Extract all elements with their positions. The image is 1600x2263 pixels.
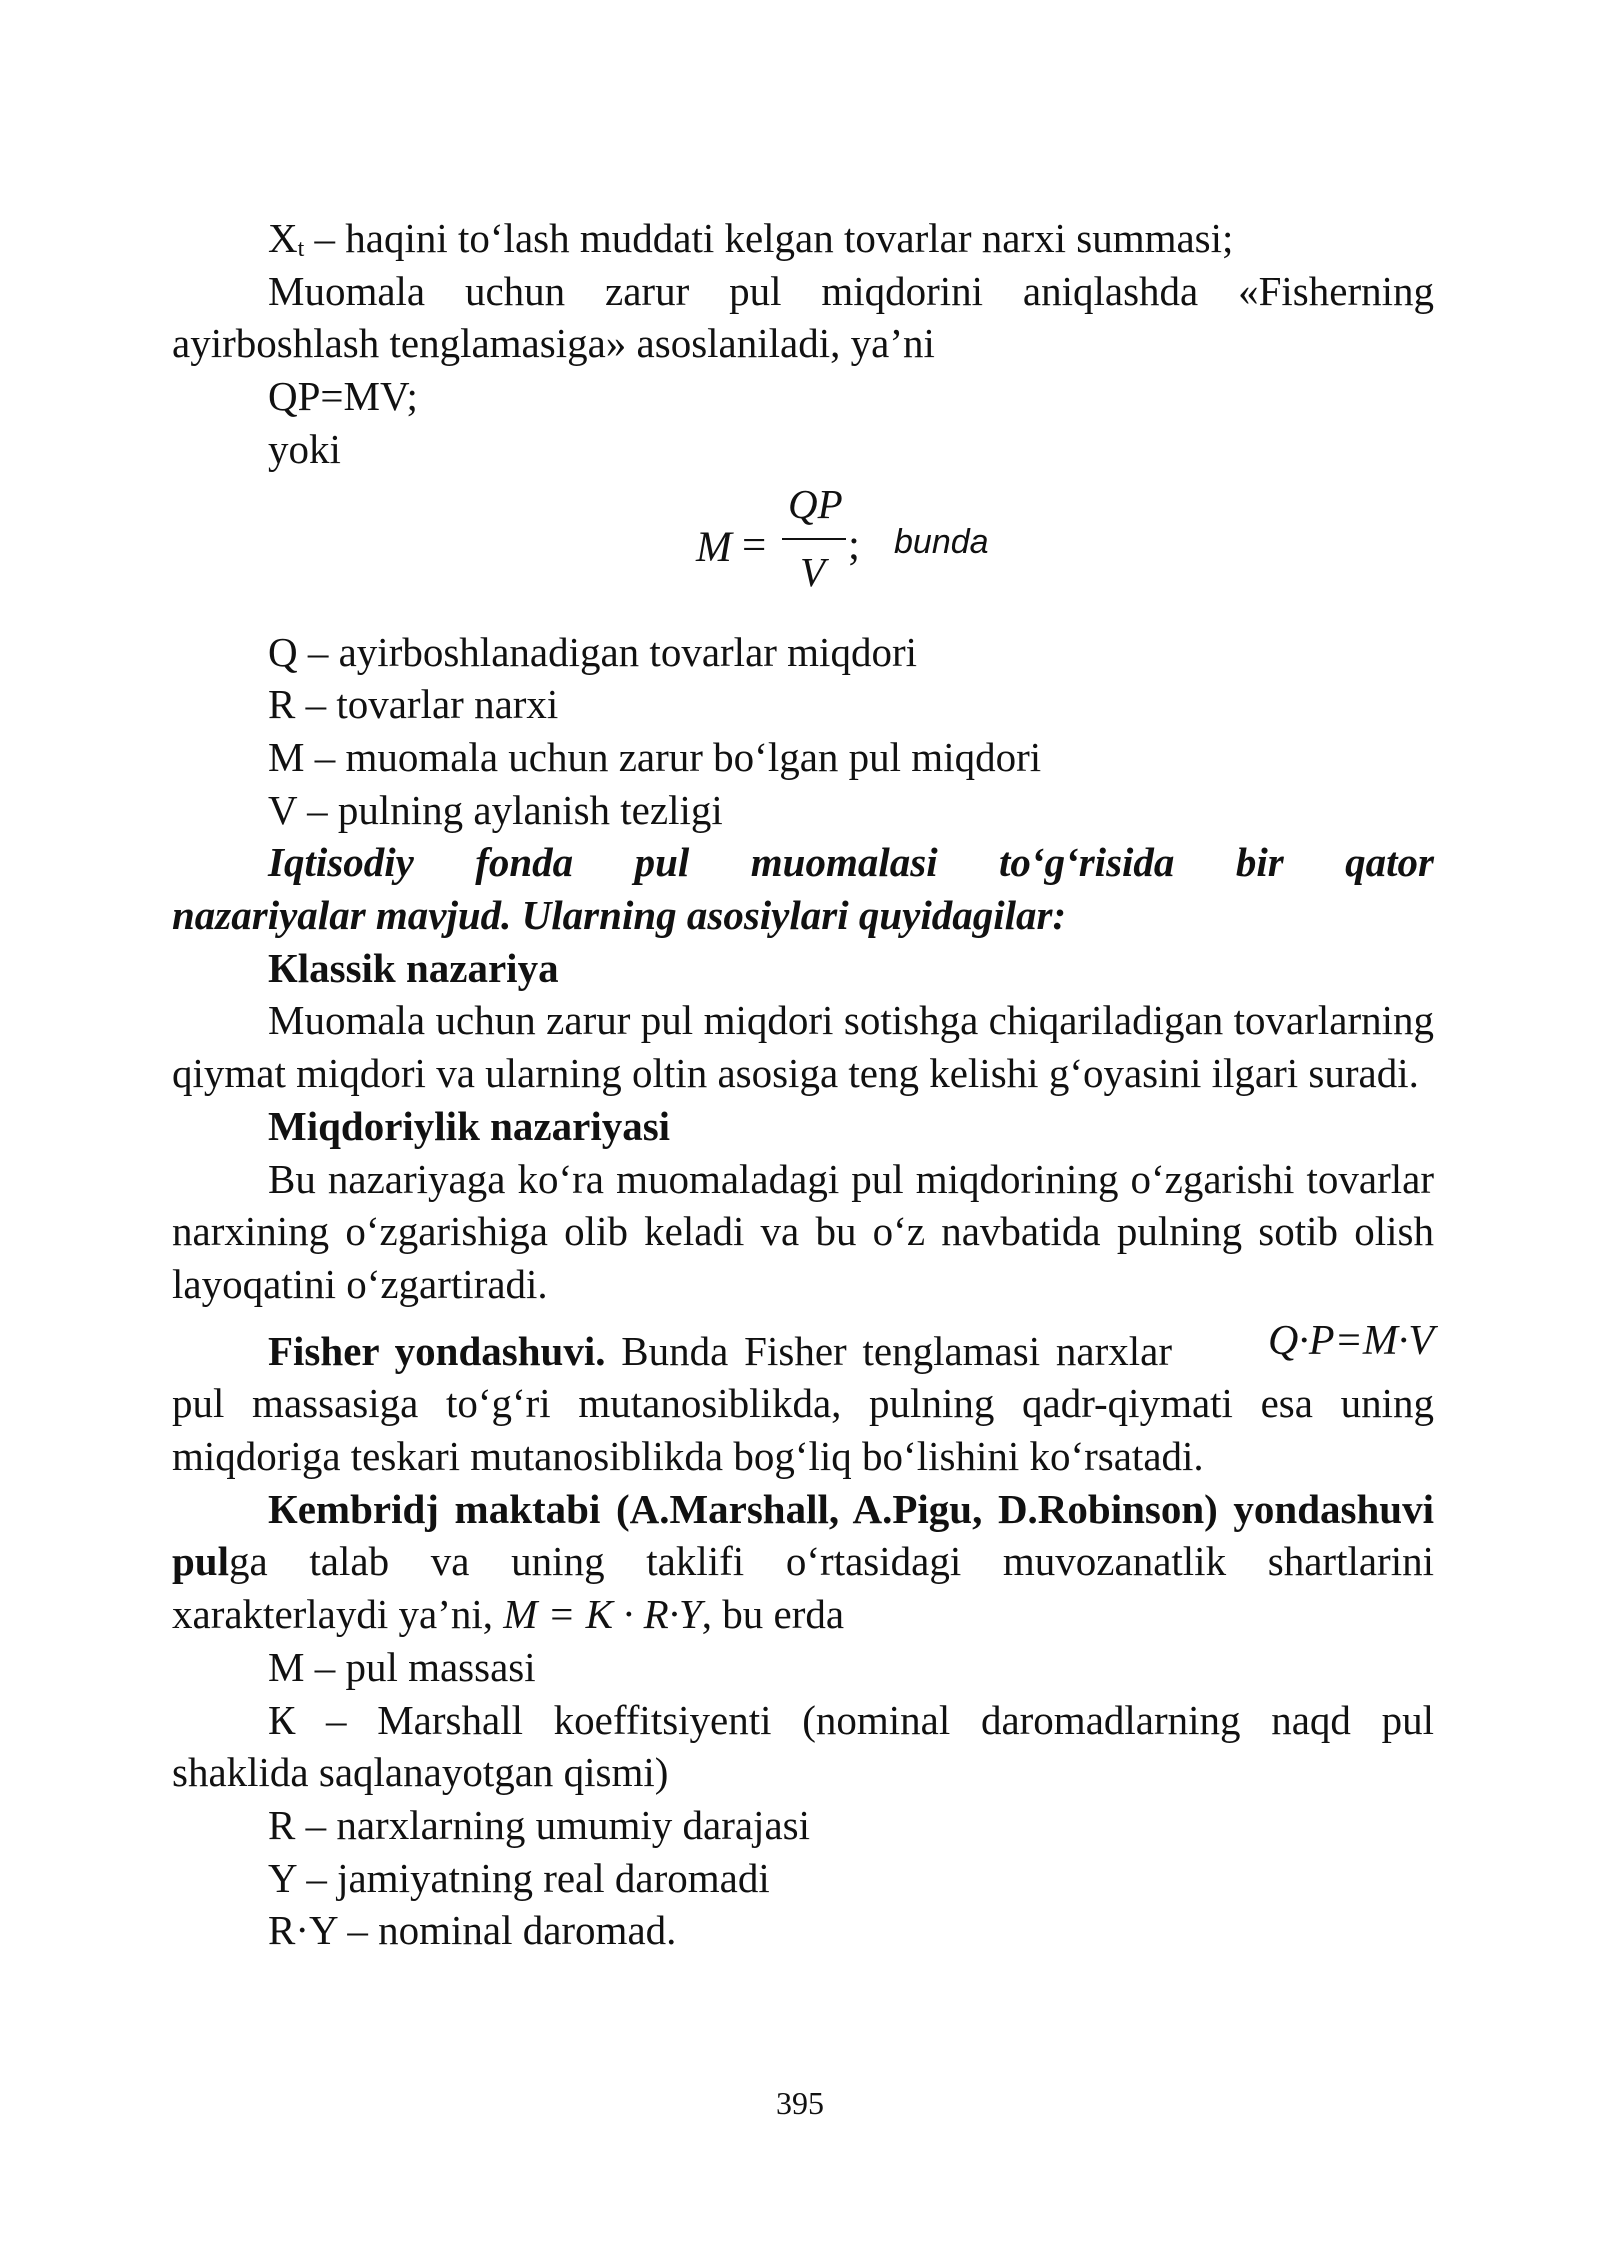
body-text bbox=[172, 212, 1434, 1957]
formula-semicolon: ; bbox=[848, 521, 860, 569]
qp-mv-equation: QP=MV; bbox=[268, 373, 418, 420]
quantity-heading: Miqdoriylik nazariyasi bbox=[268, 1102, 671, 1149]
money-formula bbox=[172, 476, 1434, 626]
fraction-bar bbox=[782, 538, 846, 540]
def2-k: К – Marshall koeffitsiyenti (nominal daromadlarning naqd pul shaklida saqlanayotgan qismi) bbox=[172, 1696, 1434, 1796]
quantity-text: Bu nazariyaga ko‘ra muomaladagi pul miqdorining o‘zgarishi tovarlar narxining o‘zgarishiga olib keladi va bu o‘z navbatida pulning sotib olish layoqatini o‘zgartiradi. bbox=[172, 1155, 1434, 1307]
fisher-heading: Fisher yondashuvi. bbox=[268, 1327, 606, 1374]
page-number: 395 bbox=[776, 2085, 824, 2121]
yoki-text: yoki bbox=[268, 425, 341, 472]
fisher-equation: Q·P=M·V bbox=[1268, 1317, 1434, 1364]
formula-left: M bbox=[696, 523, 732, 571]
fisher-paragraph: Q·P=M·V Fisher yondashuvi. Bunda Fisher tenglamasi narxlar pul massasiga to‘g‘ri mutanosiblikda, pulning qadr-qiymati esa uning miqdoriga teskari mutanosiblikda bog‘liq bo‘lishini ko‘rsatadi. bbox=[172, 1325, 1434, 1483]
xt-definition: $X_t$ – haqini to‘lash muddati kelgan tovarlar narxi summasi; bbox=[268, 215, 1234, 262]
def2-ry: R·Y – nominal daromad. bbox=[268, 1907, 677, 1954]
theories-intro-line2: nazariyalar mavjud. Ularning asosiylari quyidagilar: bbox=[172, 892, 1067, 939]
cambridge-heading: Кembridj maktabi (A.Marshall, A.Pigu, D.Robinson) yondashuvi pul bbox=[172, 1485, 1434, 1585]
def-r: R – tovarlar narxi bbox=[268, 681, 559, 728]
cambridge-equation: M = K · R·Y bbox=[503, 1591, 702, 1638]
def-v: V – pulning aylanish tezligi bbox=[268, 786, 723, 833]
muomala-intro: Muomala uchun zarur pul miqdorini aniqlashda «Fisherning ayirboshlash tenglamasiga» asoslaniladi, ya’ni bbox=[172, 267, 1434, 367]
formula-equals: = bbox=[742, 521, 767, 569]
def2-r: R – narxlarning umumiy darajasi bbox=[268, 1801, 810, 1848]
def2-y: Y – jamiyatning real daromadi bbox=[268, 1854, 770, 1901]
classic-text: Muomala uchun zarur pul miqdori sotishga chiqariladigan tovarlarning qiymat miqdori va ularning oltin asosiga teng kelishi g‘oyasini ilgari suradi. bbox=[172, 997, 1434, 1097]
cambridge-paragraph: Кembridj maktabi (A.Marshall, A.Pigu, D.Robinson) yondashuvi pulga talab va uning taklifi o‘rtasidagi muvozanatlik shartlarini xarakterlaydi ya’ni, M = K · R·Y, bu erda bbox=[172, 1485, 1434, 1638]
formula-denominator: V bbox=[800, 548, 826, 595]
formula-numerator: QP bbox=[788, 480, 843, 527]
formula-bunda: bunda bbox=[894, 522, 989, 561]
def-q: Q – ayirboshlanadigan tovarlar miqdori bbox=[268, 628, 917, 675]
classic-heading: Кlassik nazariya bbox=[268, 944, 559, 991]
def2-m: M – pul massasi bbox=[268, 1643, 536, 1690]
theories-intro-line1: Iqtisodiy fonda pul muomalasi to‘g‘risida bir qator bbox=[268, 839, 1434, 886]
def-m: M – muomala uchun zarur bo‘lgan pul miqdori bbox=[268, 733, 1042, 780]
